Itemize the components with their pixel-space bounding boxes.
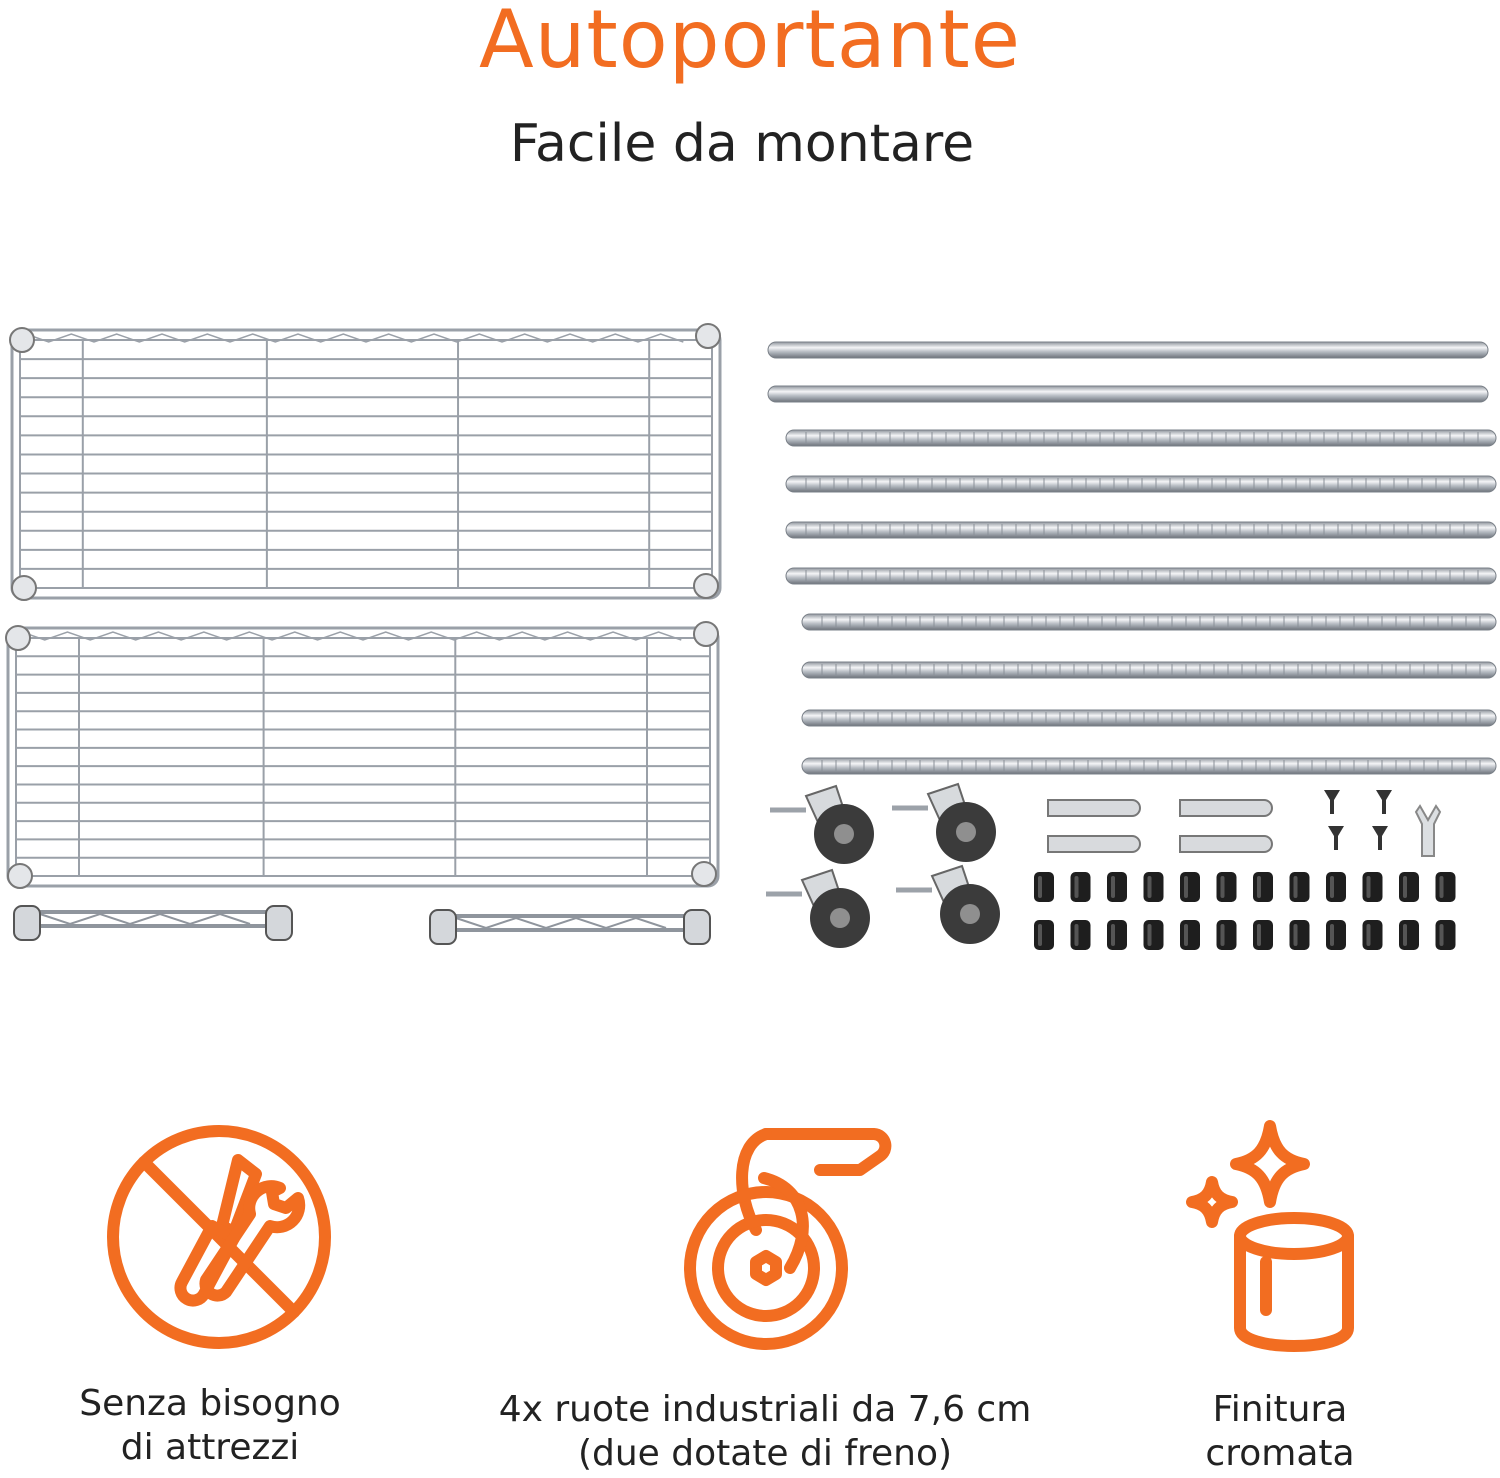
caption-line: (due dotate di freno) bbox=[577, 1433, 953, 1474]
wire-shelf-top bbox=[10, 324, 720, 600]
hook-brackets bbox=[1048, 800, 1272, 852]
caster-wheel-icon bbox=[682, 1118, 892, 1358]
caption-line: Senza bisogno bbox=[79, 1383, 341, 1424]
page-title: Autoportante bbox=[478, 0, 1022, 86]
wrench bbox=[1416, 806, 1440, 856]
no-tools-icon bbox=[104, 1122, 334, 1352]
feature-caption-chrome bbox=[1130, 1388, 1430, 1476]
chrome-finish-icon bbox=[1178, 1112, 1378, 1362]
plastic-sleeves bbox=[1034, 872, 1456, 950]
caption-line: cromata bbox=[1205, 1433, 1355, 1474]
wire-shelf-bottom bbox=[6, 622, 718, 888]
caption-line: 4x ruote industriali da 7,6 cm bbox=[498, 1389, 1032, 1430]
side-bar-left bbox=[14, 906, 292, 940]
shelf-parts-photo bbox=[0, 300, 1500, 980]
leveling-feet bbox=[1324, 790, 1392, 850]
side-bar-right bbox=[430, 910, 710, 944]
caption-line: Finitura bbox=[1212, 1389, 1348, 1430]
poles bbox=[768, 342, 1496, 774]
feature-caption-no-tools bbox=[30, 1382, 390, 1470]
feature-caption-wheels bbox=[450, 1388, 1080, 1476]
caption-line: di attrezzi bbox=[120, 1427, 300, 1468]
page-subtitle: Facile da montare bbox=[509, 114, 975, 174]
caster-wheels bbox=[766, 784, 1000, 948]
